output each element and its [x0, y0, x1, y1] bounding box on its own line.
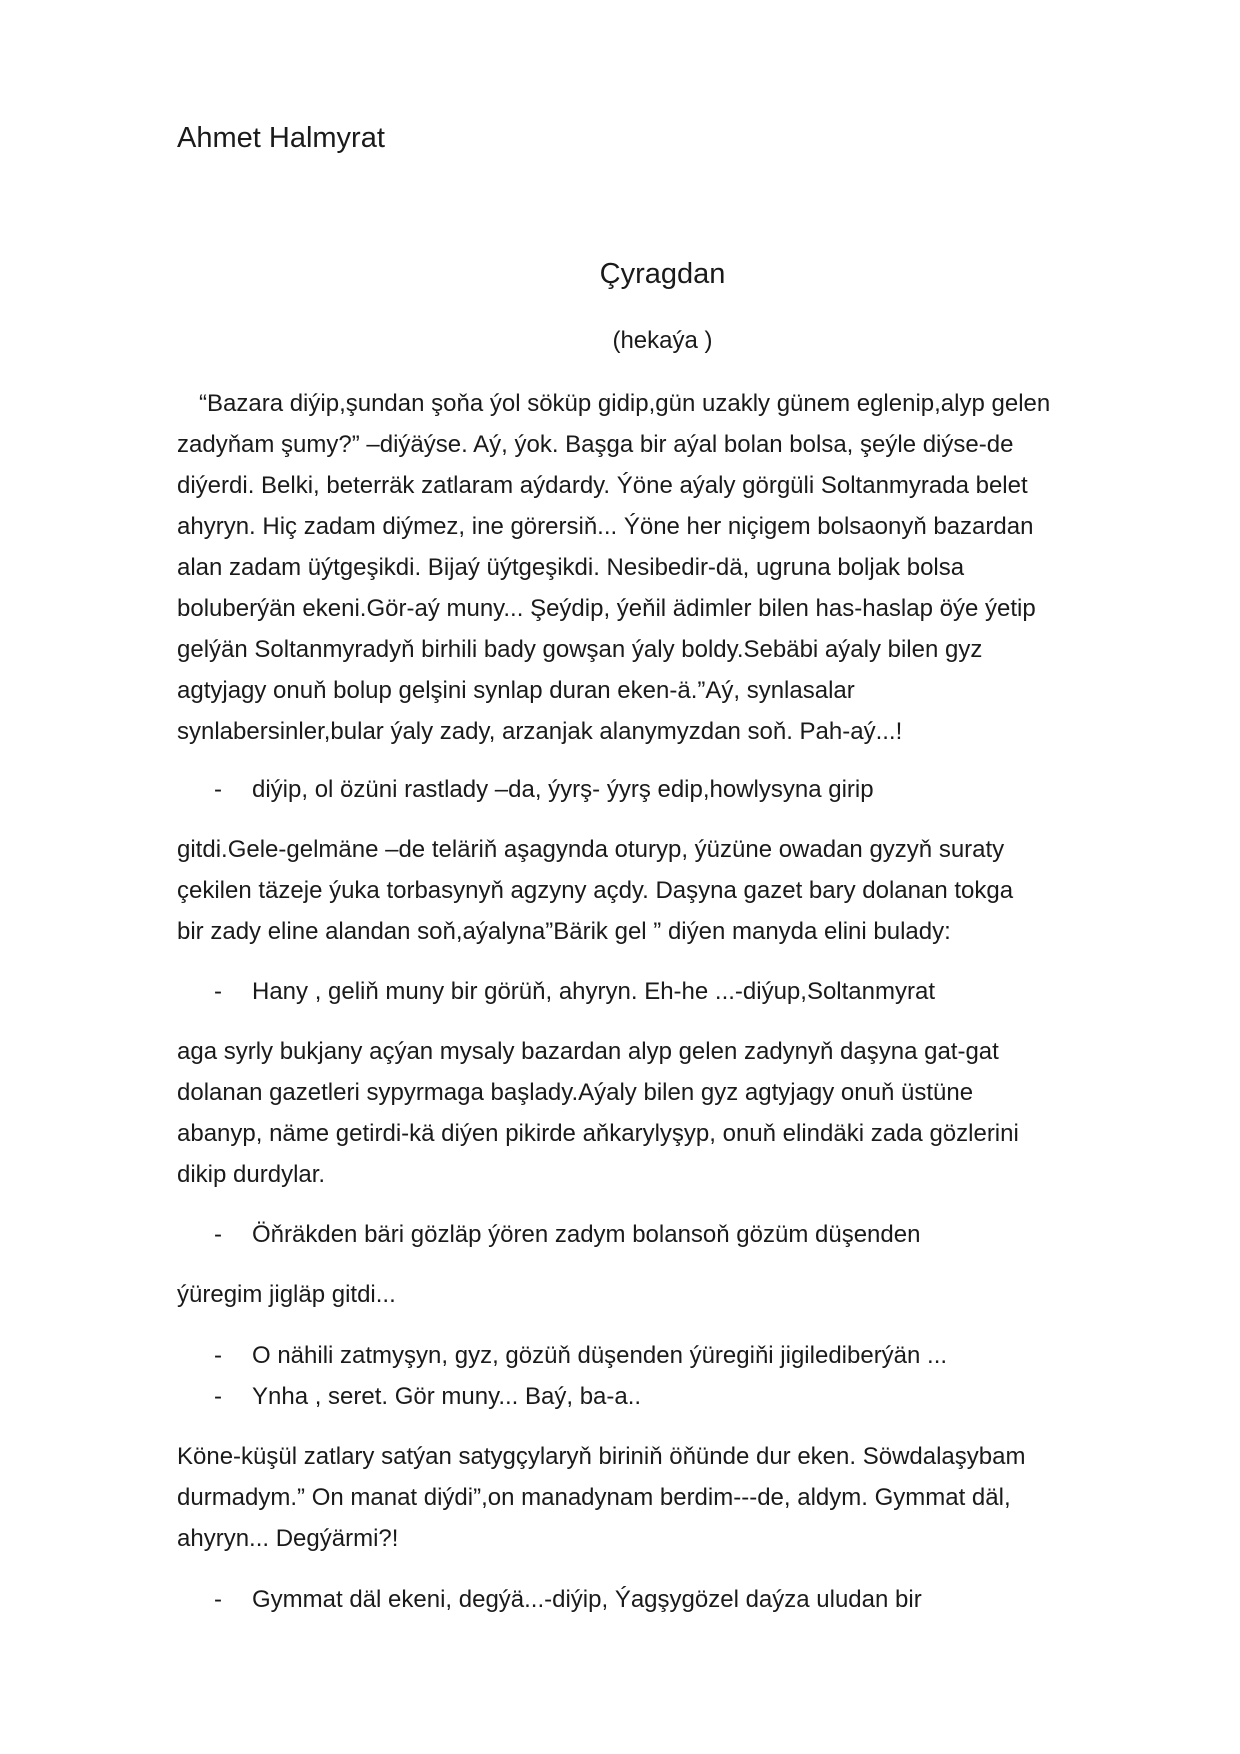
- text-line: agtyjagy onuň bolup gelşini synlap duran eken-ä.”Aý, synlasalar: [177, 677, 855, 704]
- text-line: dikip durdylar.: [177, 1161, 326, 1188]
- text-line: boluberýän ekeni.Gör-aý muny... Şeýdip, ýeňil ädimler bilen has-haslap öýe ýetip: [177, 595, 1036, 622]
- text-line: alan zadam üýtgeşikdi. Bijaý üýtgeşikdi. Nesibedir-dä, ugruna boljak bolsa: [177, 554, 965, 581]
- text-line: çekilen täzeje ýuka torbasynyň agzyny açdy. Daşyna gazet bary dolanan tokga: [177, 877, 1014, 904]
- text-line: Köne-küşül zatlary satýan satygçylaryň biriniň öňünde dur eken. Söwdalaşybam: [177, 1443, 1026, 1470]
- story-subtitle: (hekaýa ): [612, 327, 713, 354]
- text-line: ýüregim jigläp gitdi...: [177, 1281, 396, 1308]
- dialogue-dash: -: [214, 978, 222, 1005]
- dialogue-line: Hany , geliň muny bir görüň, ahyryn. Eh-he ...-diýup,Soltanmyrat: [252, 978, 935, 1005]
- dialogue-line: Gymmat däl ekeni, degýä...-diýip, Ýagşygözel daýza uludan bir: [252, 1586, 922, 1613]
- dialogue-line: O nähili zatmyşyn, gyz, gözüň düşenden ýüregiňi jigilediberýän ...: [252, 1342, 948, 1369]
- dialogue-line: Öňräkden bäri gözläp ýören zadym bolansoň gözüm düşenden: [252, 1221, 921, 1248]
- dialogue-dash: -: [214, 1586, 222, 1613]
- paragraph-2: [177, 829, 1157, 952]
- text-line: synlabersinler,bular ýaly zady, arzanjak alanymyzdan soň. Pah-aý...!: [177, 718, 903, 745]
- dialogue-dash: -: [214, 776, 222, 803]
- dialogue-line: diýip, ol özüni rastlady –da, ýyrş- ýyrş edip,howlysyna girip: [252, 776, 874, 803]
- dialogue-dash: -: [214, 1221, 222, 1248]
- author-name: Ahmet Halmyrat: [177, 122, 385, 154]
- text-line: “Bazara diýip,şundan şoňa ýol söküp gidip,gün uzakly günem eglenip,alyp gelen: [199, 390, 1051, 417]
- paragraph-3: [177, 1031, 1157, 1195]
- paragraph-4: [177, 1274, 1157, 1315]
- text-line: gelýän Soltanmyradyň birhili bady gowşan ýaly boldy.Sebäbi aýaly bilen gyz: [177, 636, 983, 663]
- text-line: zadyňam şumy?” –diýäýse. Aý, ýok. Başga bir aýal bolan bolsa, şeýle diýse-de: [177, 431, 1014, 458]
- paragraph-5: [177, 1436, 1157, 1559]
- paragraph-1: [177, 383, 1157, 752]
- dialogue-dash: -: [214, 1342, 222, 1369]
- dialogue-dash: -: [214, 1383, 222, 1410]
- dialogue-line: Ynha , seret. Gör muny... Baý, ba-a..: [252, 1383, 642, 1410]
- text-line: diýerdi. Belki, beterräk zatlaram aýdardy. Ýöne aýaly görgüli Soltanmyrada belet: [177, 472, 1028, 499]
- text-line: ahyryn... Degýärmi?!: [177, 1525, 399, 1552]
- text-line: abanyp, näme getirdi-kä diýen pikirde aňkarylyşyp, onuň elindäki zada gözlerini: [177, 1120, 1019, 1147]
- text-line: durmadym.” On manat diýdi”,on manadynam berdim---de, aldym. Gymmat däl,: [177, 1484, 1011, 1511]
- text-line: ahyryn. Hiç zadam diýmez, ine görersiň... Ýöne her niçigem bolsaonyň bazardan: [177, 513, 1034, 540]
- text-line: dolanan gazetleri sypyrmaga başlady.Aýaly bilen gyz agtyjagy onuň üstüne: [177, 1079, 974, 1106]
- text-line: gitdi.Gele-gelmäne –de teläriň aşagynda oturyp, ýüzüne owadan gyzyň suraty: [177, 836, 1005, 863]
- text-line: aga syrly bukjany açýan mysaly bazardan alyp gelen zadynyň daşyna gat-gat: [177, 1038, 999, 1065]
- text-line: bir zady eline alandan soň,aýalyna”Bärik gel ” diýen manyda elini bulady:: [177, 918, 951, 945]
- story-title: Çyragdan: [599, 258, 726, 290]
